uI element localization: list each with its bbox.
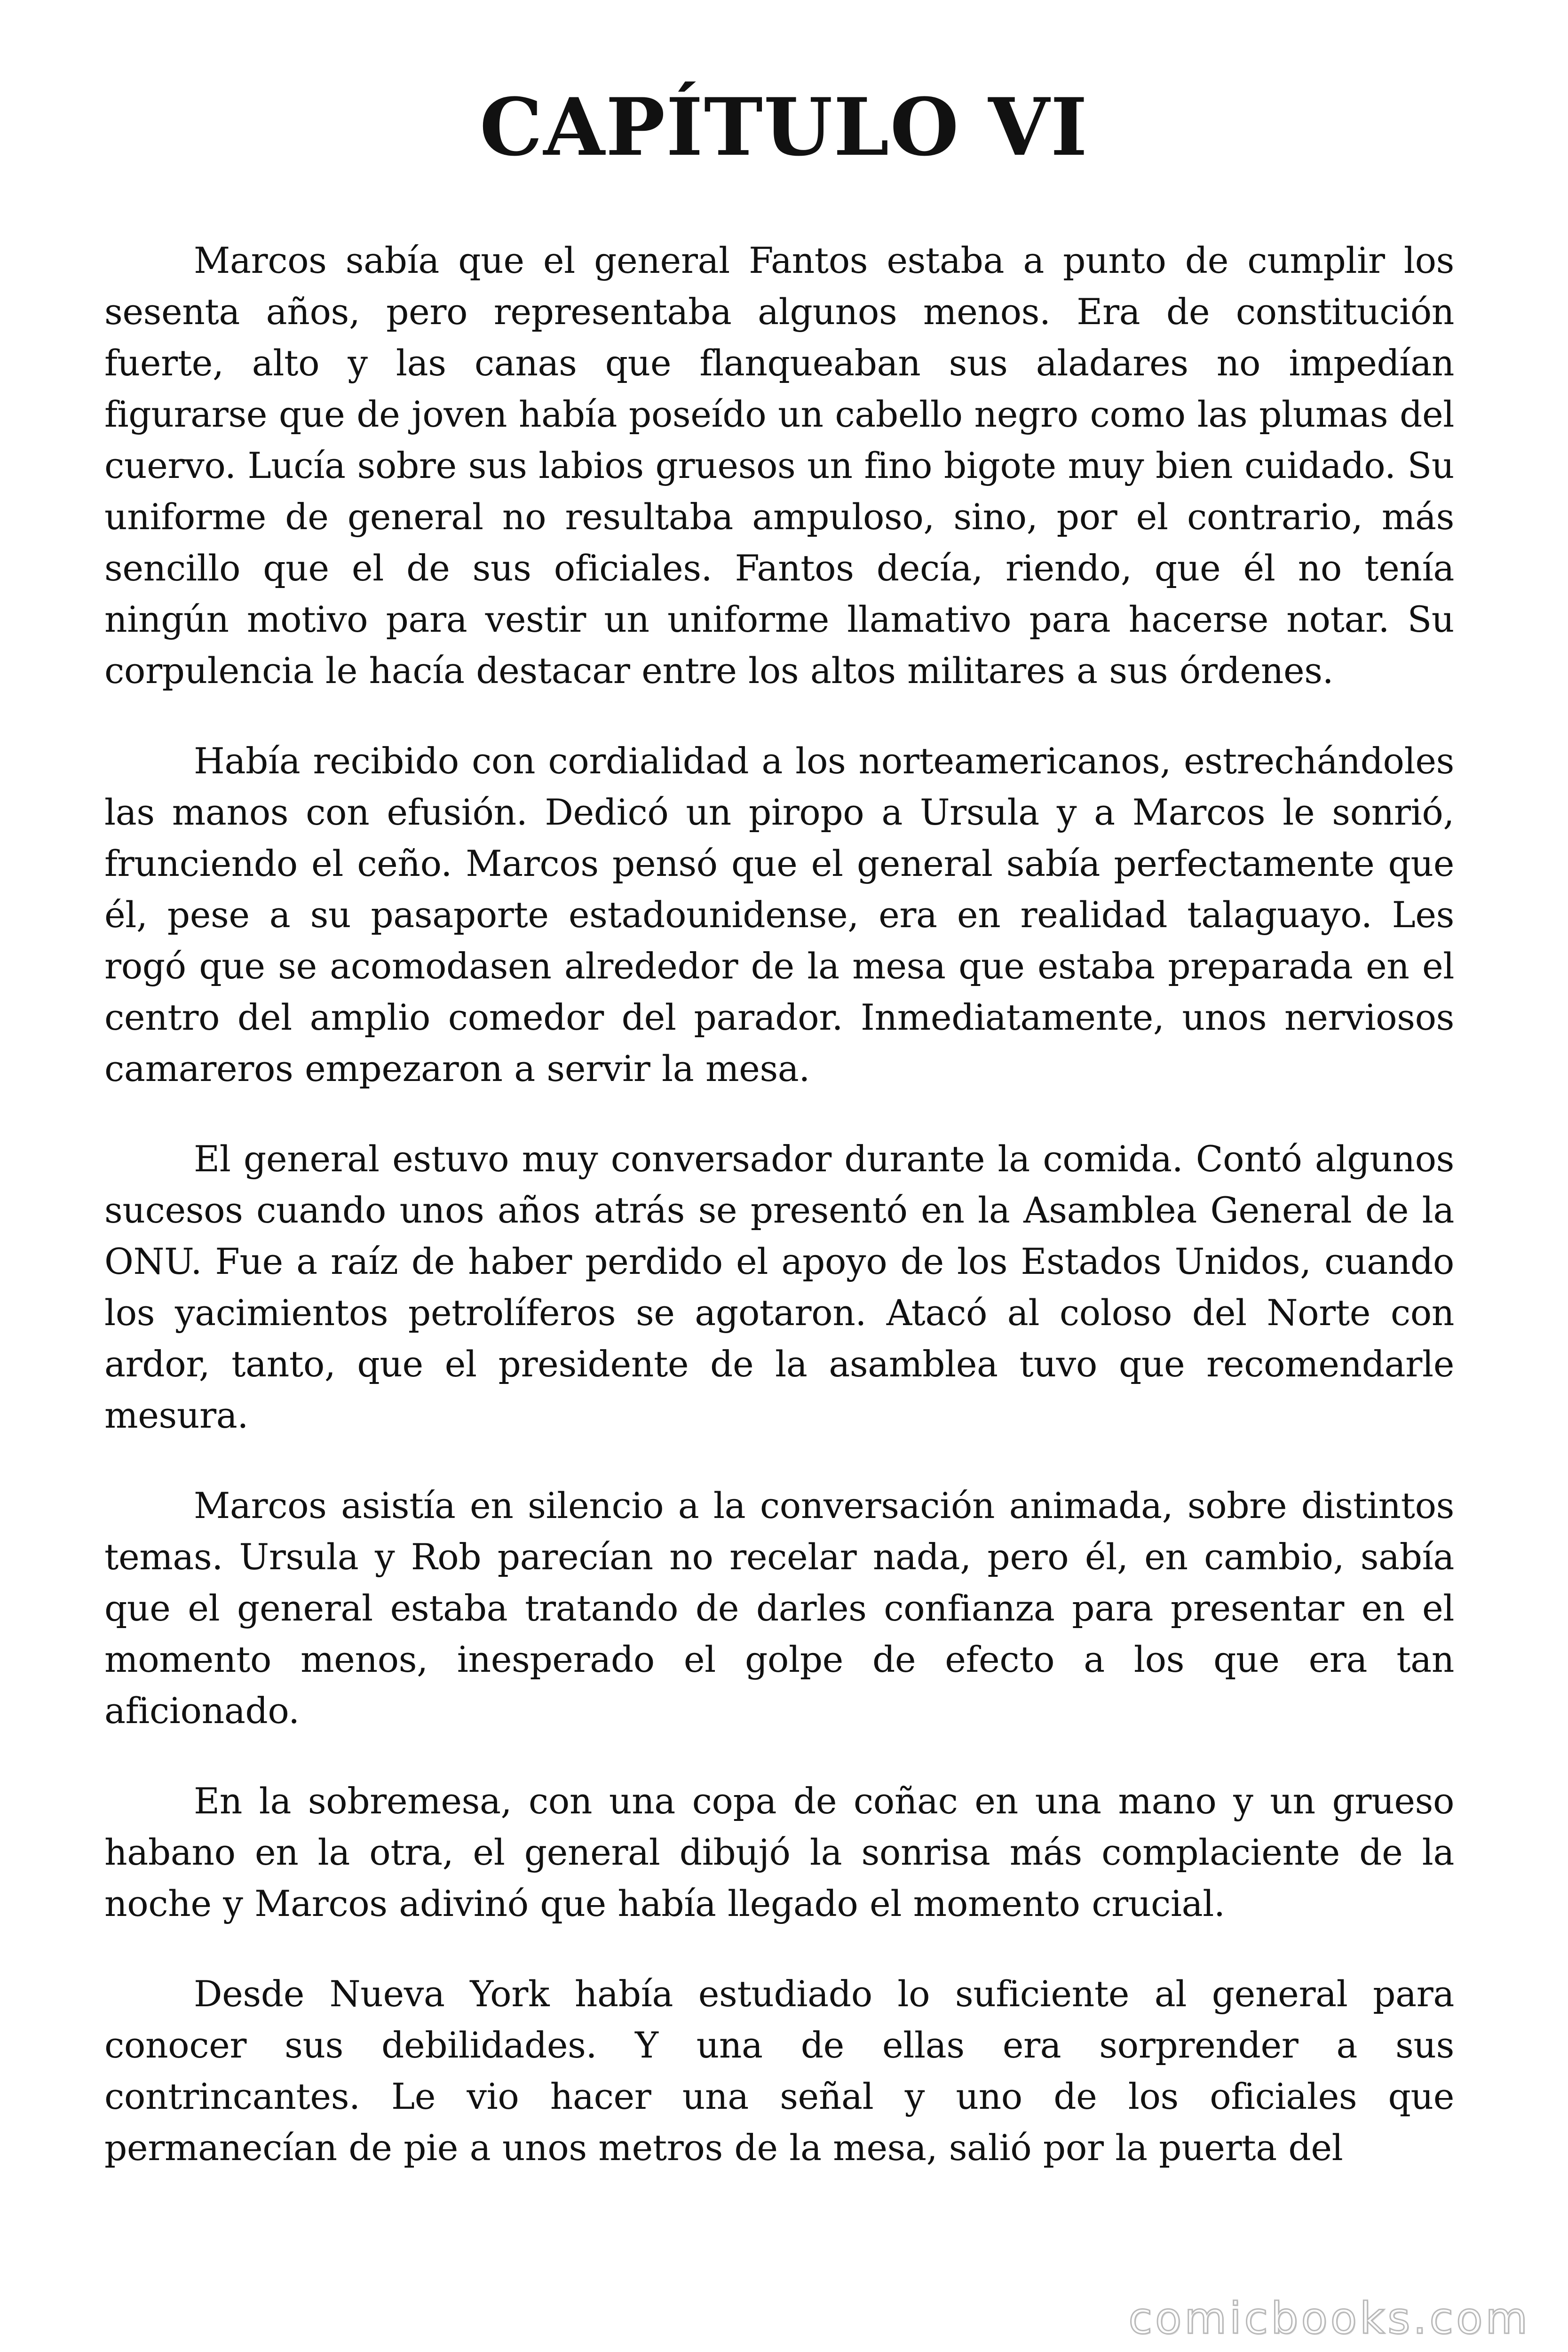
paragraph: El general estuvo muy conversador durante la comida. Contó algunos sucesos cuando unos años atrás se presentó en la Asamblea General de la ONU. Fue a raíz de haber perdido el apoyo de los Estados Unidos, cuando los yacimientos petrolíferos se agotaron. Atacó al coloso del Norte con ardor, tanto, que el presidente de la asamblea tuvo que recomendarle mesura. xyxy=(104,1138,1454,1436)
paragraph: Había recibido con cordialidad a los norteamericanos, estrechándoles las manos con efusión. Dedicó un piropo a Ursula y a Marcos le sonrió, frunciendo el ceño. Marcos pensó que el general sabía perfectamente que él, pese a su pasaporte estadounidense, era en realidad talaguayo. Les rogó que se acomodasen alrededor de la mesa que estaba preparada en el centro del amplio comedor del parador. Inmediatamente, unos nerviosos camareros empezaron a servir la mesa. xyxy=(104,740,1454,1089)
chapter-body xyxy=(104,235,1454,2213)
paragraph: En la sobremesa, con una copa de coñac en una mano y un grueso habano en la otra, el general dibujó la sonrisa más complaciente de la noche y Marcos adivinó que había llegado el momento crucial. xyxy=(104,1780,1454,1924)
paragraph: Marcos sabía que el general Fantos estaba a punto de cumplir los sesenta años, pero representaba algunos menos. Era de constitución fuerte, alto y las canas que flanqueaban sus aladares no impedían figurarse que de joven había poseído un cabello negro como las plumas del cuervo. Lucía sobre sus labios gruesos un fino bigote muy bien cuidado. Su uniforme de general no resultaba ampuloso, sino, por el contrario, más sencillo que el de sus oficiales. Fantos decía, riendo, que él no tenía ningún motivo para vestir un uniforme llamativo para hacerse notar. Su corpulencia le hacía destacar entre los altos militares a sus órdenes. xyxy=(104,240,1454,691)
paragraph: Marcos asistía en silencio a la conversación animada, sobre distintos temas. Ursula y Rob parecían no recelar nada, pero él, en cambio, sabía que el general estaba tratando de darles confianza para presentar en el momento menos, inesperado el golpe de efecto a los que era tan aficionado. xyxy=(104,1485,1454,1732)
site-watermark: comicbooks.com xyxy=(1128,2293,1530,2344)
paragraph-last: Desde Nueva York había estudiado lo suficiente al general para conocer sus debilidades. Y una de ellas era sorprender a sus contrincantes. Le vio hacer una señal y uno de los oficiales que permanecían de pie a unos metros de la mesa, salió por la puerta del xyxy=(104,1973,1454,2169)
chapter-title: CAPÍTULO VI xyxy=(479,80,1089,174)
